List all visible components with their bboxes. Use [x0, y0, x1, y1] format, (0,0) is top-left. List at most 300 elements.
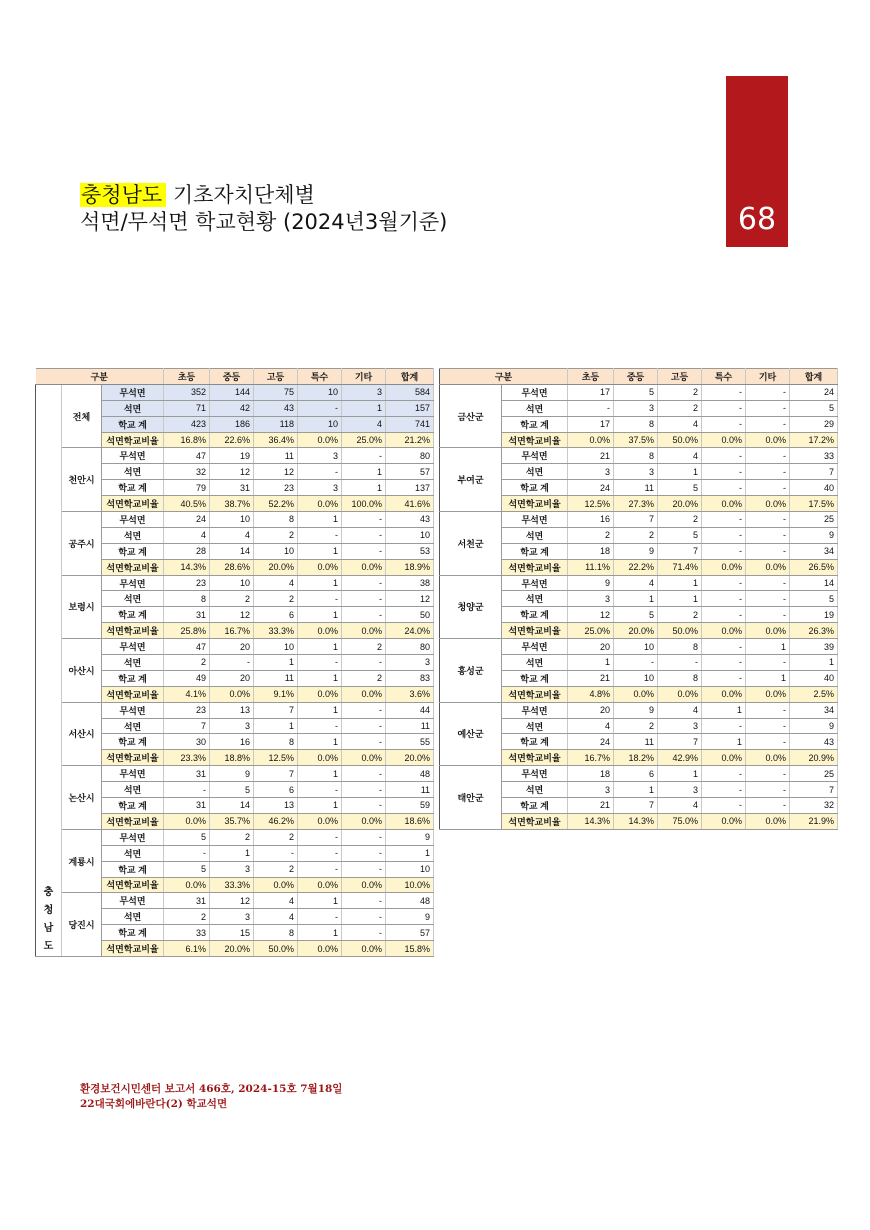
cell-value: 20 [210, 639, 254, 655]
cell-value: 7 [790, 464, 838, 480]
cell-value: 0.0% [658, 686, 702, 702]
cell-value: - [702, 655, 746, 671]
cell-value: - [342, 845, 386, 861]
cell-value: 1 [342, 400, 386, 416]
cell-value: - [614, 655, 658, 671]
row-label: 학교 계 [102, 861, 164, 877]
cell-value: 0.0% [702, 623, 746, 639]
cell-value: 48 [386, 893, 434, 909]
cell-value: 0.0% [702, 686, 746, 702]
row-label: 석면학교비율 [502, 559, 568, 575]
cell-value: 0.0% [342, 559, 386, 575]
cell-value: - [342, 734, 386, 750]
cell-value: 4 [254, 909, 298, 925]
header-6: 합계 [386, 369, 434, 385]
table-row [36, 575, 434, 591]
cell-value: - [298, 591, 342, 607]
cell-value: 0.0% [298, 813, 342, 829]
cell-value: 20 [210, 670, 254, 686]
cell-value: 25.0% [342, 432, 386, 448]
cell-value: 75 [254, 384, 298, 400]
table-row [36, 829, 434, 845]
cell-value: 0.0% [298, 559, 342, 575]
cell-value: 12 [568, 607, 614, 623]
cell-value: 0.0% [164, 877, 210, 893]
cell-value: - [746, 464, 790, 480]
cell-value: 11 [614, 734, 658, 750]
cell-value: 80 [386, 448, 434, 464]
cell-value: 3 [342, 384, 386, 400]
cell-value: 26.3% [790, 623, 838, 639]
cell-value: 34 [790, 702, 838, 718]
row-label: 학교 계 [502, 480, 568, 496]
cell-value: 3 [568, 464, 614, 480]
cell-value: 4 [164, 527, 210, 543]
cell-value: - [342, 909, 386, 925]
row-label: 무석면 [502, 512, 568, 528]
cell-value: 14.3% [568, 813, 614, 829]
cell-value: - [702, 607, 746, 623]
cell-value: 5 [614, 384, 658, 400]
region-name: 천안시 [62, 448, 102, 512]
cell-value: 31 [164, 607, 210, 623]
cell-value: - [342, 527, 386, 543]
cell-value: 57 [386, 464, 434, 480]
cell-value: 1 [614, 591, 658, 607]
cell-value: 52.2% [254, 496, 298, 512]
cell-value: - [298, 829, 342, 845]
cell-value: 2.5% [790, 686, 838, 702]
cell-value: - [746, 543, 790, 559]
cell-value: 7 [614, 512, 658, 528]
cell-value: 0.0% [702, 750, 746, 766]
cell-value: 0.0% [746, 686, 790, 702]
cell-value: 1 [298, 798, 342, 814]
cell-value: 42 [210, 400, 254, 416]
cell-value: 584 [386, 384, 434, 400]
cell-value: 4.1% [164, 686, 210, 702]
cell-value: 31 [164, 893, 210, 909]
cell-value: 6 [254, 607, 298, 623]
cell-value: 1 [254, 655, 298, 671]
cell-value: 11 [254, 448, 298, 464]
cell-value: 9 [386, 909, 434, 925]
cell-value: 3 [386, 655, 434, 671]
cell-value: 5 [790, 400, 838, 416]
cell-value: 7 [164, 718, 210, 734]
cell-value: - [298, 527, 342, 543]
row-label: 석면학교비율 [102, 559, 164, 575]
right-table-header [440, 369, 838, 385]
cell-value: - [702, 480, 746, 496]
table-row [440, 384, 838, 400]
cell-value: 24 [568, 480, 614, 496]
cell-value: 10 [298, 416, 342, 432]
left-stats-table [35, 368, 434, 957]
cell-value: 20.0% [614, 623, 658, 639]
cell-value: 44 [386, 702, 434, 718]
cell-value: 7 [254, 702, 298, 718]
cell-value: 1 [298, 925, 342, 941]
cell-value: 0.0% [702, 496, 746, 512]
cell-value: 17 [568, 416, 614, 432]
page-number: 68 [737, 202, 777, 237]
cell-value: 1 [614, 782, 658, 798]
cell-value: 10 [386, 861, 434, 877]
cell-value: 1 [658, 591, 702, 607]
cell-value: 9 [790, 718, 838, 734]
cell-value: 10 [254, 639, 298, 655]
cell-value: 28 [164, 543, 210, 559]
cell-value: 23.3% [164, 750, 210, 766]
cell-value: 16.8% [164, 432, 210, 448]
cell-value: 24 [790, 384, 838, 400]
cell-value: - [342, 448, 386, 464]
cell-value: 19 [210, 448, 254, 464]
cell-value: 20 [568, 702, 614, 718]
cell-value: - [702, 464, 746, 480]
cell-value: 41.6% [386, 496, 434, 512]
region-name: 부여군 [440, 448, 502, 512]
cell-value: 12 [386, 591, 434, 607]
cell-value: 16.7% [210, 623, 254, 639]
region-name: 보령시 [62, 575, 102, 639]
cell-value: 4 [342, 416, 386, 432]
row-label: 학교 계 [502, 543, 568, 559]
cell-value: 2 [164, 655, 210, 671]
cell-value: 43 [254, 400, 298, 416]
cell-value: - [746, 527, 790, 543]
cell-value: 55 [386, 734, 434, 750]
cell-value: 8 [254, 734, 298, 750]
cell-value: - [298, 845, 342, 861]
cell-value: 4 [254, 893, 298, 909]
cell-value: 1 [298, 766, 342, 782]
cell-value: - [702, 527, 746, 543]
cell-value: 33 [790, 448, 838, 464]
cell-value: - [746, 734, 790, 750]
cell-value: 100.0% [342, 496, 386, 512]
cell-value: - [342, 543, 386, 559]
cell-value: 71.4% [658, 559, 702, 575]
table-row [36, 384, 434, 400]
cell-value: - [342, 718, 386, 734]
row-label: 학교 계 [502, 798, 568, 814]
row-label: 학교 계 [502, 670, 568, 686]
row-label: 학교 계 [102, 480, 164, 496]
cell-value: 9 [614, 702, 658, 718]
cell-value: 25 [790, 512, 838, 528]
cell-value: 17.2% [790, 432, 838, 448]
cell-value: 79 [164, 480, 210, 496]
cell-value: 12 [210, 893, 254, 909]
cell-value: 5 [790, 591, 838, 607]
cell-value: 16 [210, 734, 254, 750]
header-5: 기타 [342, 369, 386, 385]
cell-value: 4 [658, 702, 702, 718]
cell-value: - [702, 416, 746, 432]
cell-value: 24.0% [386, 623, 434, 639]
cell-value: 13 [254, 798, 298, 814]
cell-value: - [342, 655, 386, 671]
right-stats-table [439, 368, 838, 830]
cell-value: 3 [568, 782, 614, 798]
cell-value: - [702, 591, 746, 607]
cell-value: 12 [210, 464, 254, 480]
row-label: 석면 [102, 464, 164, 480]
cell-value: 118 [254, 416, 298, 432]
cell-value: 35.7% [210, 813, 254, 829]
cell-value: 0.0% [342, 877, 386, 893]
cell-value: 1 [746, 639, 790, 655]
table-row [440, 702, 838, 718]
cell-value: 12 [254, 464, 298, 480]
cell-value: 144 [210, 384, 254, 400]
title-highlight: 충청남도 [80, 183, 166, 207]
cell-value: 1 [254, 718, 298, 734]
row-label: 석면 [502, 591, 568, 607]
row-label: 석면학교비율 [502, 496, 568, 512]
cell-value: - [342, 861, 386, 877]
row-label: 무석면 [102, 829, 164, 845]
cell-value: - [702, 782, 746, 798]
cell-value: 1 [298, 734, 342, 750]
cell-value: 2 [614, 527, 658, 543]
header-4: 특수 [702, 369, 746, 385]
cell-value: 8 [614, 416, 658, 432]
cell-value: 1 [568, 655, 614, 671]
cell-value: 11 [254, 670, 298, 686]
cell-value: 1 [746, 670, 790, 686]
cell-value: 0.0% [254, 877, 298, 893]
title-line1-rest: 기초자치단체별 [166, 183, 315, 207]
cell-value: 741 [386, 416, 434, 432]
cell-value: 7 [254, 766, 298, 782]
region-name: 금산군 [440, 384, 502, 448]
cell-value: 14 [210, 543, 254, 559]
cell-value: 9 [790, 527, 838, 543]
header-2: 중등 [614, 369, 658, 385]
cell-value: 0.0% [298, 623, 342, 639]
cell-value: 1 [298, 543, 342, 559]
cell-value: 1 [342, 464, 386, 480]
cell-value: 47 [164, 639, 210, 655]
cell-value: 28.6% [210, 559, 254, 575]
cell-value: 10 [614, 639, 658, 655]
cell-value: 50.0% [658, 623, 702, 639]
cell-value: - [702, 575, 746, 591]
cell-value: 18.6% [386, 813, 434, 829]
cell-value: 49 [164, 670, 210, 686]
cell-value: 12.5% [568, 496, 614, 512]
cell-value: 17.5% [790, 496, 838, 512]
cell-value: - [702, 448, 746, 464]
cell-value: - [342, 893, 386, 909]
cell-value: - [746, 400, 790, 416]
cell-value: 0.0% [702, 559, 746, 575]
row-label: 무석면 [102, 639, 164, 655]
cell-value: 4 [210, 527, 254, 543]
cell-value: 31 [210, 480, 254, 496]
cell-value: 0.0% [746, 623, 790, 639]
region-name: 예산군 [440, 702, 502, 766]
cell-value: 12 [210, 607, 254, 623]
cell-value: - [342, 591, 386, 607]
cell-value: 0.0% [746, 750, 790, 766]
cell-value: 33.3% [254, 623, 298, 639]
cell-value: - [746, 702, 790, 718]
cell-value: 2 [254, 829, 298, 845]
cell-value: 57 [386, 925, 434, 941]
cell-value: 0.0% [746, 432, 790, 448]
cell-value: 0.0% [164, 813, 210, 829]
cell-value: 1 [298, 607, 342, 623]
cell-value: 0.0% [568, 432, 614, 448]
cell-value: 1 [210, 845, 254, 861]
header-0: 구분 [440, 369, 568, 385]
cell-value: 5 [164, 861, 210, 877]
cell-value: - [702, 384, 746, 400]
cell-value: 3 [614, 464, 658, 480]
cell-value: 15 [210, 925, 254, 941]
cell-value: - [164, 845, 210, 861]
cell-value: 17 [568, 384, 614, 400]
cell-value: 40 [790, 670, 838, 686]
cell-value: 2 [254, 591, 298, 607]
cell-value: - [658, 655, 702, 671]
cell-value: 4 [254, 575, 298, 591]
title-line-2: 석면/무석면 학교현황 (2024년3월기준) [80, 210, 448, 234]
row-label: 석면학교비율 [102, 623, 164, 639]
cell-value: 1 [790, 655, 838, 671]
cell-value: 37.5% [614, 432, 658, 448]
cell-value: 0.0% [702, 432, 746, 448]
cell-value: 32 [790, 798, 838, 814]
row-label: 석면학교비율 [502, 623, 568, 639]
cell-value: - [746, 448, 790, 464]
region-name: 계룡시 [62, 829, 102, 893]
header-3: 고등 [254, 369, 298, 385]
cell-value: - [746, 591, 790, 607]
cell-value: 18.9% [386, 559, 434, 575]
cell-value: - [746, 655, 790, 671]
row-label: 무석면 [502, 384, 568, 400]
cell-value: 8 [254, 925, 298, 941]
header-0: 구분 [36, 369, 164, 385]
right-table-body [440, 384, 838, 829]
cell-value: - [702, 718, 746, 734]
cell-value: 46.2% [254, 813, 298, 829]
table-row [440, 766, 838, 782]
row-label: 학교 계 [102, 925, 164, 941]
footer [80, 1082, 342, 1112]
cell-value: 0.0% [342, 750, 386, 766]
header-3: 고등 [658, 369, 702, 385]
cell-value: 11 [386, 782, 434, 798]
row-label: 무석면 [502, 766, 568, 782]
title-line-1 [80, 182, 447, 209]
region-name: 논산시 [62, 766, 102, 830]
cell-value: 352 [164, 384, 210, 400]
cell-value: 157 [386, 400, 434, 416]
cell-value: 0.0% [210, 686, 254, 702]
row-label: 학교 계 [102, 734, 164, 750]
cell-value: 43 [790, 734, 838, 750]
cell-value: 4 [658, 798, 702, 814]
header-6: 합계 [790, 369, 838, 385]
cell-value: 0.0% [298, 877, 342, 893]
row-label: 석면학교비율 [102, 813, 164, 829]
table-row [36, 512, 434, 528]
cell-value: - [702, 766, 746, 782]
row-label: 무석면 [102, 702, 164, 718]
row-label: 무석면 [502, 448, 568, 464]
cell-value: 0.0% [298, 496, 342, 512]
cell-value: 2 [210, 829, 254, 845]
row-label: 석면학교비율 [102, 432, 164, 448]
cell-value: - [298, 782, 342, 798]
cell-value: 5 [658, 527, 702, 543]
cell-value: 22.2% [614, 559, 658, 575]
cell-value: - [342, 512, 386, 528]
row-label: 학교 계 [502, 416, 568, 432]
row-label: 학교 계 [102, 607, 164, 623]
cell-value: 36.4% [254, 432, 298, 448]
cell-value: 3 [658, 782, 702, 798]
cell-value: 4 [658, 448, 702, 464]
cell-value: - [342, 925, 386, 941]
cell-value: 9 [210, 766, 254, 782]
cell-value: 3 [658, 718, 702, 734]
table-row [36, 702, 434, 718]
row-label: 석면학교비율 [102, 750, 164, 766]
header-row [36, 369, 434, 385]
table-row [36, 639, 434, 655]
cell-value: 1 [298, 670, 342, 686]
cell-value: 5 [210, 782, 254, 798]
cell-value: - [746, 607, 790, 623]
cell-value: 40.5% [164, 496, 210, 512]
cell-value: 4 [658, 416, 702, 432]
cell-value: 14.3% [614, 813, 658, 829]
cell-value: 10.0% [386, 877, 434, 893]
row-label: 석면학교비율 [102, 686, 164, 702]
cell-value: 1 [298, 512, 342, 528]
table-row [36, 766, 434, 782]
cell-value: - [342, 702, 386, 718]
cell-value: 2 [658, 400, 702, 416]
cell-value: - [298, 464, 342, 480]
cell-value: 2 [658, 384, 702, 400]
region-name: 홍성군 [440, 639, 502, 703]
header-2: 중등 [210, 369, 254, 385]
cell-value: 1 [298, 575, 342, 591]
cell-value: 9 [386, 829, 434, 845]
province-char: 도 [43, 940, 54, 952]
cell-value: 9 [568, 575, 614, 591]
cell-value: 75.0% [658, 813, 702, 829]
cell-value: 14.3% [164, 559, 210, 575]
row-label: 학교 계 [102, 543, 164, 559]
cell-value: 20 [568, 639, 614, 655]
cell-value: 3 [210, 718, 254, 734]
region-name: 전체 [62, 384, 102, 448]
cell-value: 20.0% [658, 496, 702, 512]
cell-value: 423 [164, 416, 210, 432]
cell-value: 13 [210, 702, 254, 718]
cell-value: - [746, 798, 790, 814]
cell-value: 80 [386, 639, 434, 655]
